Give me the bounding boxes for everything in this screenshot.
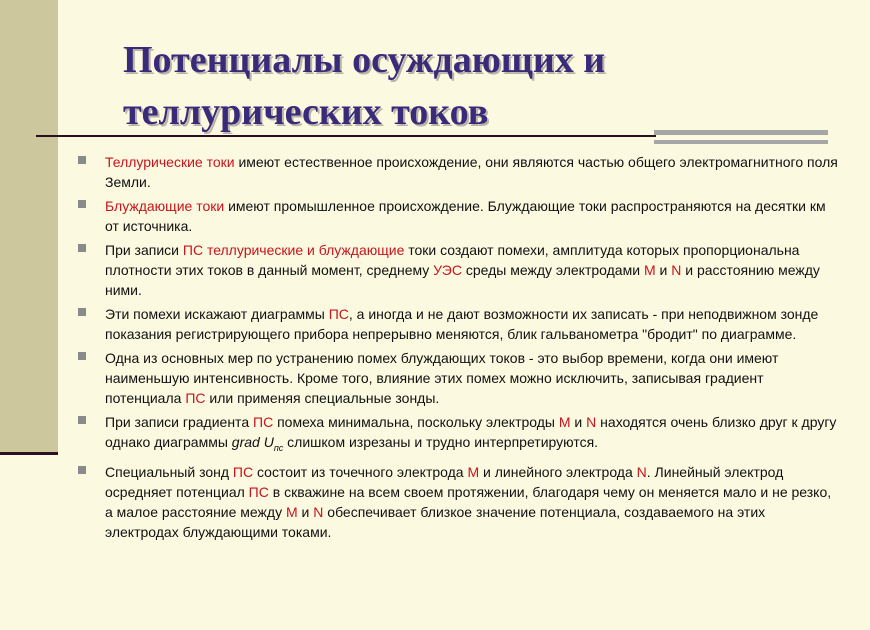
highlighted-term: N <box>586 414 597 430</box>
bullet-text: Эти помехи искажают диаграммы <box>105 306 329 322</box>
title-line-2: теллурических токов <box>123 91 489 133</box>
title-accent-bar-top <box>654 130 828 135</box>
bullet-text: grad U <box>231 434 274 450</box>
bullet-square-icon <box>78 200 86 208</box>
left-decor-line <box>0 452 58 455</box>
bullet-text: При записи <box>105 242 183 258</box>
bullet-text: обеспечивает близкое значение потенциала, создаваемого на этих электродах блуждающими токами. <box>105 503 766 540</box>
highlighted-term: M <box>558 414 571 430</box>
highlighted-term: УЭС <box>433 262 462 278</box>
title-line-1: Потенциалы осуждающих и <box>123 39 606 81</box>
bullet-text: и <box>297 503 314 520</box>
highlighted-term: ПС <box>232 463 254 480</box>
subscript-text: пс <box>273 442 284 453</box>
bullet-text: и <box>655 262 672 278</box>
highlighted-term: ПС теллурические и блуждающие <box>182 242 405 258</box>
bullet-text: и <box>570 414 587 430</box>
bullet-text: , а иногда и не дают возможности их записать - при неподвижном зонде показания регистрирующего прибора непрерывно меняются, блик гальванометра "бродит" по диаграмме. <box>105 306 819 342</box>
bullet-square-icon <box>78 416 86 424</box>
bullet-square-icon <box>78 244 86 252</box>
bullet-item <box>78 412 838 458</box>
bullet-square-icon <box>78 466 86 474</box>
bullet-list <box>78 152 838 546</box>
bullet-item <box>78 196 838 236</box>
highlighted-term: M <box>467 463 480 480</box>
bullet-item <box>78 304 838 344</box>
bullet-text: имеют промышленное происхождение. Блуждающие токи распространяются на десятки км от источника. <box>105 198 826 234</box>
left-decor-bar <box>0 0 58 452</box>
bullet-text: имеют естественное происхождение, они являются частью общего электромагнитного поля Земли. <box>105 154 838 190</box>
bullet-text: и расстоянию между ними. <box>105 262 820 298</box>
highlighted-term: Теллурические токи <box>105 154 235 170</box>
bullet-text: и линейного электрода <box>479 463 637 480</box>
title-accent-bar-bottom <box>654 140 828 144</box>
highlighted-term: N <box>636 463 647 480</box>
highlighted-term: Блуждающие токи <box>105 198 225 214</box>
highlighted-term: M <box>643 262 656 278</box>
bullet-text: Специальный зонд <box>105 463 233 480</box>
bullet-text: слишком изрезаны и трудно интерпретируются. <box>283 434 599 450</box>
title-underline <box>36 135 656 137</box>
bullet-item <box>78 152 838 192</box>
bullet-text: в скважине на всем своем протяжении, благодаря чему он меняется мало и не резко, а малое расстояние между <box>105 483 832 520</box>
highlighted-term: N <box>671 262 682 278</box>
highlighted-term: ПС <box>253 414 274 430</box>
highlighted-term: ПС <box>248 483 269 500</box>
bullet-item <box>78 240 838 300</box>
bullet-text: или применяя специальные зонды. <box>205 390 440 406</box>
bullet-text: состоит из точечного электрода <box>253 463 468 480</box>
highlighted-term: ПС <box>185 390 206 406</box>
slide-title <box>123 34 763 138</box>
highlighted-term: M <box>285 503 298 520</box>
bullet-text: токи создают помехи, амплитуда которых пропорциональна плотности этих токов в данный момент, среднему <box>105 242 800 278</box>
highlighted-term: ПС <box>328 306 349 322</box>
bullet-text: среды между электродами <box>461 262 644 278</box>
bullet-square-icon <box>78 308 86 316</box>
bullet-text: помеха минимальна, поскольку электроды <box>273 414 559 430</box>
bullet-text: При записи градиента <box>105 414 253 430</box>
highlighted-term: N <box>313 503 324 520</box>
bullet-square-icon <box>78 156 86 164</box>
bullet-text: находятся очень близко друг к другу однако диаграммы <box>105 414 837 450</box>
bullet-square-icon <box>78 352 86 360</box>
bullet-item <box>78 348 838 408</box>
bullet-item <box>78 462 838 542</box>
bullet-text: . Линейный электрод осредняет потенциал <box>105 463 784 500</box>
bullet-text: Одна из основных мер по устранению помех блуждающих токов - это выбор времени, когда они имеют наименьшую интенсивность. Кроме того, влияние этих помех можно исключить, записывая градиент потенциала <box>105 350 779 406</box>
